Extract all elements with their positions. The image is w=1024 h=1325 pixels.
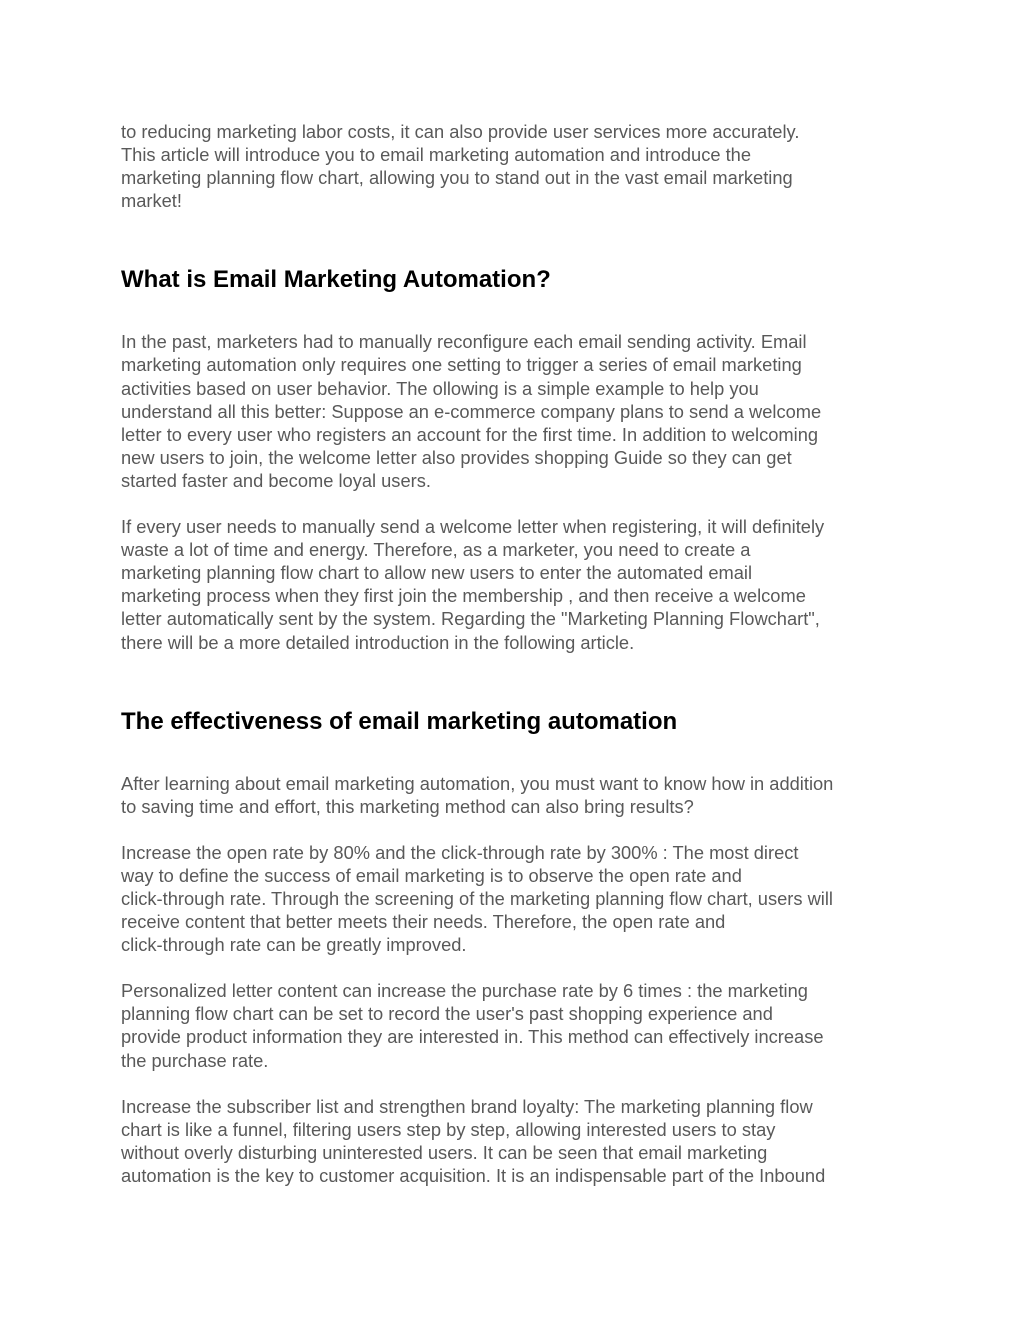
text-line: letter automatically sent by the system. Regarding the "Marketing Planning Flowchart", bbox=[121, 608, 820, 630]
text-line: click-through rate can be greatly improved. bbox=[121, 934, 467, 956]
text-line: to reducing marketing labor costs, it can also provide user services more accurately. bbox=[121, 121, 800, 142]
text-line: started faster and become loyal users. bbox=[121, 469, 431, 491]
text-line: the purchase rate. bbox=[121, 1049, 269, 1071]
text-line: provide product information they are interested in. This method can effectively increase bbox=[121, 1026, 824, 1048]
section-heading: What is Email Marketing Automation? bbox=[121, 266, 551, 294]
text-line: Personalized letter content can increase the purchase rate by 6 times : the marketing bbox=[121, 980, 808, 1002]
text-line: market! bbox=[121, 190, 182, 212]
text-line: marketing planning flow chart to allow new users to enter the automated email bbox=[121, 562, 753, 584]
text-line: receive content that better meets their needs. Therefore, the open rate and bbox=[121, 911, 726, 933]
text-line: This article will introduce you to email marketing automation and introduce the bbox=[121, 144, 752, 166]
text-line: chart is like a funnel, filtering users step by step, allowing interested users to stay bbox=[121, 1118, 776, 1140]
body-paragraph bbox=[121, 841, 906, 956]
text-line: marketing automation only requires one setting to trigger a series of email marketing bbox=[121, 354, 802, 376]
text-line: In the past, marketers had to manually reconfigure each email sending activity. Email bbox=[121, 331, 807, 353]
text-line: Increase the subscriber list and strengthen brand loyalty: The marketing planning flow bbox=[121, 1095, 813, 1117]
body-paragraph bbox=[121, 515, 906, 654]
intro-paragraph bbox=[121, 120, 906, 212]
text-line: automation is the key to customer acquisition. It is an indispensable part of the Inbound bbox=[121, 1164, 826, 1186]
text-line: to saving time and effort, this marketing method can also bring results? bbox=[121, 795, 694, 817]
text-line: Increase the open rate by 80% and the click-through rate by 300% : The most direct bbox=[121, 841, 799, 863]
text-line: there will be a more detailed introduction in the following article. bbox=[121, 631, 635, 653]
text-line: After learning about email marketing automation, you must want to know how in addition bbox=[121, 772, 834, 794]
body-paragraph bbox=[121, 772, 906, 818]
text-line: without overly disturbing uninterested users. It can be seen that email marketing bbox=[121, 1141, 768, 1163]
text-line: new users to join, the welcome letter also provides shopping Guide so they can get bbox=[121, 446, 792, 468]
text-line: activities based on user behavior. The ollowing is a simple example to help you bbox=[121, 377, 759, 399]
text-line: understand all this better: Suppose an e-commerce company plans to send a welcome bbox=[121, 400, 822, 422]
text-line: waste a lot of time and energy. Therefore, as a marketer, you need to create a bbox=[121, 539, 751, 561]
body-paragraph bbox=[121, 330, 906, 492]
text-line: way to define the success of email marketing is to observe the open rate and bbox=[121, 864, 742, 886]
text-line: letter to every user who registers an account for the first time. In addition to welcoming bbox=[121, 423, 819, 445]
body-paragraph bbox=[121, 1095, 906, 1187]
body-paragraph bbox=[121, 979, 906, 1071]
text-line: click-through rate. Through the screening of the marketing planning flow chart, users will bbox=[121, 887, 833, 909]
text-line: marketing planning flow chart, allowing you to stand out in the vast email marketing bbox=[121, 167, 793, 189]
text-line: If every user needs to manually send a welcome letter when registering, it will definitely bbox=[121, 516, 825, 538]
section-heading: The effectiveness of email marketing automation bbox=[121, 707, 678, 735]
document-page bbox=[121, 120, 906, 1187]
text-line: planning flow chart can be set to record the user's past shopping experience and bbox=[121, 1003, 773, 1025]
text-line: marketing process when they first join the membership , and then receive a welcome bbox=[121, 585, 806, 607]
